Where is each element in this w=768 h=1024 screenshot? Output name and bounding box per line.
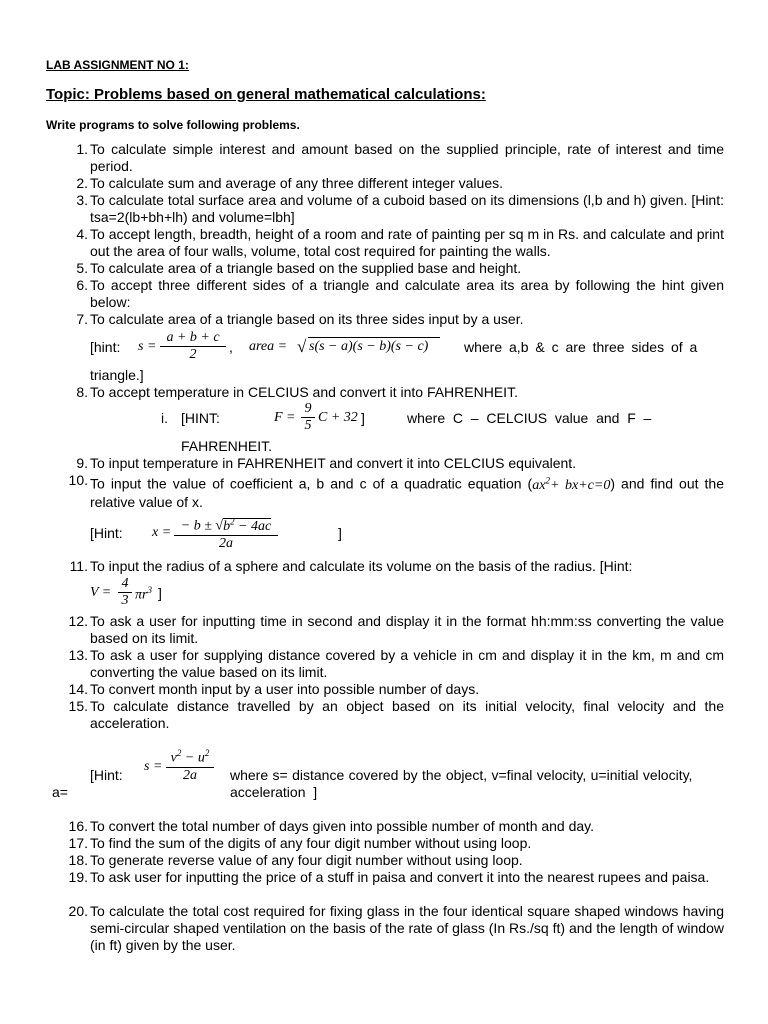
item-text: To find the sum of the digits of any four digit number without using loop. xyxy=(90,835,532,851)
item-number: 11. xyxy=(69,558,88,574)
item-number: 1. xyxy=(76,141,88,157)
v-equals: V = xyxy=(90,585,112,600)
item-number: 10. xyxy=(68,472,88,488)
sqrt-symbol: √ xyxy=(297,337,307,356)
c-plus-32: C + 32 xyxy=(318,410,358,425)
comma: , xyxy=(229,339,233,355)
hint-end: FAHRENHEIT. xyxy=(181,438,273,454)
item-text: To accept temperature in CELCIUS and convert it into FAHRENHEIT. xyxy=(90,384,518,400)
quadratic-fraction: − $b \pm √b^2 - 4ac$ 2a xyxy=(174,513,278,552)
item-text: To calculate area of a triangle based on its three sides input by a user. xyxy=(90,311,524,327)
item-text: To generate reverse value of any four digit number without using loop. xyxy=(90,852,523,868)
item-text: To calculate sum and average of any three different integer values. xyxy=(90,175,503,191)
f-equals: F = xyxy=(274,410,296,425)
hint-close: ] xyxy=(158,585,162,601)
area-equals: area = xyxy=(249,339,288,354)
hint-where: where s= distance covered by the object, v=final velocity, u=initial velocity, xyxy=(230,767,693,783)
item-text: To accept length, breadth, height of a room and rate of painting per sq m in Rs. and calculate and print out the area of four walls, volume, total cost required for painting the walls. xyxy=(90,226,724,259)
instruction-text: Write programs to solve following problems. xyxy=(46,118,300,132)
x-equals: x = xyxy=(152,525,172,540)
item-number: 15. xyxy=(68,698,88,714)
item-number: 19. xyxy=(68,869,88,885)
a-equals: a= xyxy=(52,784,68,800)
item-text: To ask a user for inputting time in second and display it in the format hh:mm:ss converting the value based on its limit. xyxy=(90,613,724,646)
item-number: 4. xyxy=(76,226,88,242)
nine-fifths: 9 5 xyxy=(301,401,315,434)
pi-r-cubed: $\pi r^3$ xyxy=(135,585,152,603)
item-text: To calculate total surface area and volume of a cuboid based on its dimensions (l,b and h) given. [Hint: tsa=2(lb+bh+lh) and volume=lbh] xyxy=(90,192,724,225)
item-text: To calculate area of a triangle based on the supplied base and height. xyxy=(90,260,522,276)
item-number: 14. xyxy=(68,681,88,697)
roman-numeral: i. xyxy=(161,410,168,426)
item-number: 16. xyxy=(68,818,88,834)
item-text: To calculate simple interest and amount based on the supplied principle, rate of interest and time period. xyxy=(90,141,724,174)
hint-where: where a,b & c are three sides of a xyxy=(464,339,698,355)
s-fraction: a + b + c 2 xyxy=(160,330,226,363)
hint-open: [hint: xyxy=(90,339,121,355)
hint-open: [Hint: xyxy=(90,767,123,783)
item-text: To input temperature in FAHRENHEIT and convert it into CELCIUS equivalent. xyxy=(90,455,577,471)
item-number: 5. xyxy=(76,260,88,276)
item-text: To ask user for inputting the price of a stuff in paisa and convert it into the nearest rupees and paisa. xyxy=(90,869,710,885)
item-number: 6. xyxy=(76,277,88,293)
item-number: 7. xyxy=(76,311,88,327)
four-thirds: 4 3 xyxy=(118,576,132,609)
item-number: 2. xyxy=(76,175,88,191)
item-number: 9. xyxy=(76,455,88,471)
item-number: 3. xyxy=(76,192,88,208)
item-number: 20. xyxy=(68,903,88,919)
hint-where-2: acceleration ] xyxy=(230,784,318,800)
item-number: 17. xyxy=(68,835,88,851)
item-number: 12. xyxy=(68,613,88,629)
item-text: To calculate distance travelled by an object based on its initial velocity, final velocity and the acceleration. xyxy=(90,698,724,731)
hint-close: ] xyxy=(338,525,342,541)
item-text: To input the value of coefficient a, b and c of a quadratic equation $(ax^2+ bx+c=0)$ and find out the relative value of x. xyxy=(90,475,724,510)
item-number: 13. xyxy=(68,647,88,663)
quadratic-equation: $ax^2+ bx+c=0$ xyxy=(532,475,611,493)
hint-open: [HINT: xyxy=(181,410,220,426)
s-equals: s = xyxy=(138,339,157,354)
area-expression: s(s − a)(s − b)(s − c) xyxy=(309,339,429,354)
item-text: To convert the total number of days given into possible number of month and day. xyxy=(90,818,595,834)
sqrt-bar xyxy=(308,337,440,338)
topic-heading: Topic: Problems based on general mathematical calculations: xyxy=(46,86,486,103)
hint-end: triangle.] xyxy=(90,367,144,383)
hint-close: ] xyxy=(361,410,365,426)
item-number: 18. xyxy=(68,852,88,868)
hint-where: where C – CELCIUS value and F – xyxy=(407,410,652,426)
s-equals: s = xyxy=(144,759,163,774)
item-text: To accept three different sides of a triangle and calculate area its area by following the hint given below: xyxy=(90,277,724,310)
hint-open: [Hint: xyxy=(90,525,123,541)
distance-fraction: $v^2 - u^2$ 2a xyxy=(166,745,214,784)
lab-assignment-heading: LAB ASSIGNMENT NO 1: xyxy=(46,58,189,72)
item-text: To ask a user for supplying distance covered by a vehicle in cm and display it in the km, m and cm converting the value based on its limit. xyxy=(90,647,724,680)
item-text: To convert month input by a user into possible number of days. xyxy=(90,681,480,697)
item-text: To calculate the total cost required for fixing glass in the four identical square shaped windows having semi-circular shaped ventilation on the basis of the rate of glass (In Rs./sq ft) and the length of window (in ft) given by the user. xyxy=(90,903,724,953)
item-number: 8. xyxy=(76,384,88,400)
item-text: To input the radius of a sphere and calculate its volume on the basis of the radius. [Hint: xyxy=(90,558,633,574)
